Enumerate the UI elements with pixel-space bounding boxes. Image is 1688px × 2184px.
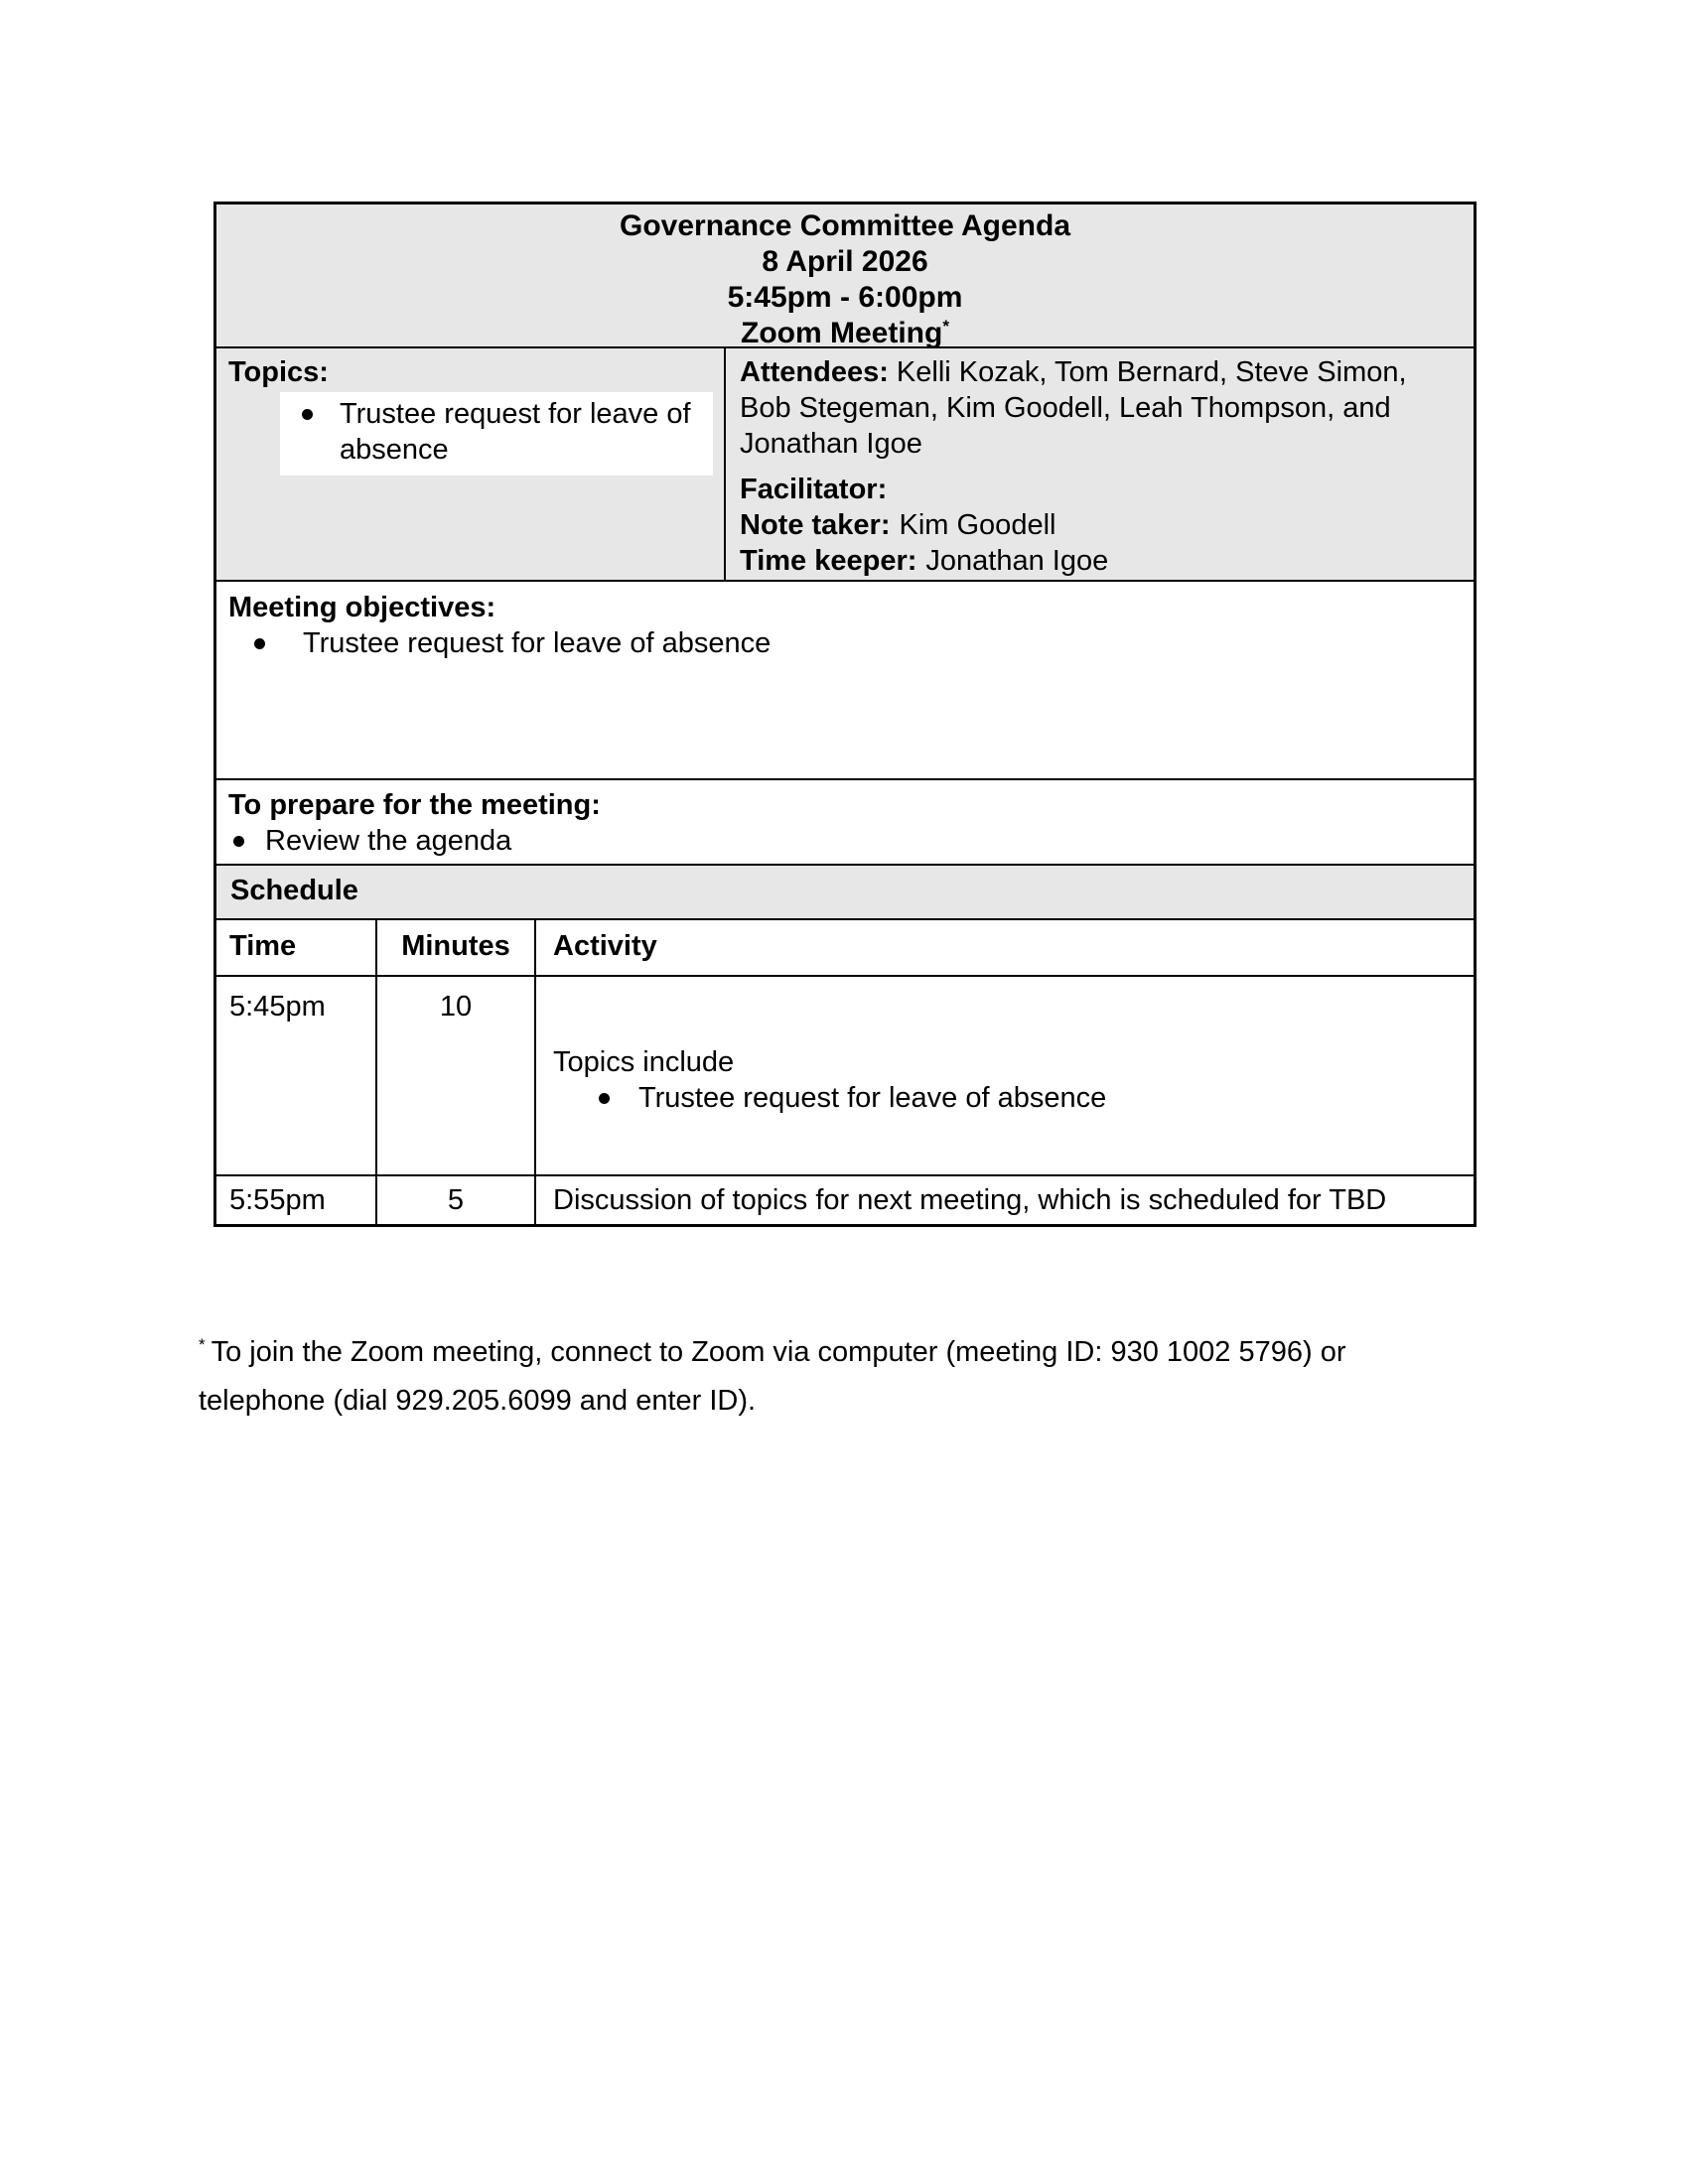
note-taker-line [740,507,1460,543]
attendees-names: Kelli Kozak, Tom Bernard, Steve Simon, Bob Stegeman, Kim Goodell, Leah Thompson, and Jonathan Igoe [740,356,1407,460]
time-keeper-name: Jonathan Igoe [925,545,1109,577]
attendees-line [740,354,1460,462]
preparation-label: To prepare for the meeting: [228,789,601,821]
schedule-section-label: Schedule [216,864,1474,918]
time-keeper-line [740,543,1460,579]
schedule-row1-activity [536,977,1474,1174]
zoom-footnote [199,1328,1430,1426]
schedule-row2-minutes: 5 [377,1176,536,1224]
schedule-header-row [216,918,1474,975]
agenda-table [213,202,1477,1227]
schedule-row1-minutes: 10 [377,977,536,1174]
footnote-marker: * [199,1335,206,1355]
objectives-row [216,580,1474,778]
topics-cell [216,348,726,580]
footnote-text: To join the Zoom meeting, connect to Zoom via computer (meeting ID: 930 1002 5796) or telephone (dial 929.205.6099 and enter ID). [199,1336,1346,1417]
bullet-icon [254,638,265,649]
topics-list-item [280,392,713,476]
attendees-label: Attendees: [740,356,889,388]
schedule-row1-time: 5:45pm [216,977,377,1174]
agenda-title: Governance Committee Agenda [620,209,1070,242]
note-taker-name: Kim Goodell [899,509,1056,541]
time-keeper-label: Time keeper: [740,545,917,577]
bullet-icon [599,1093,610,1104]
schedule-col-activity: Activity [553,930,657,962]
activity-item-text: Trustee request for leave of absence [638,1082,1107,1114]
facilitator-label: Facilitator: [740,474,888,505]
agenda-date: 8 April 2026 [762,245,928,278]
agenda-time-range: 5:45pm - 6:00pm [727,281,963,314]
objectives-label: Meeting objectives: [228,592,496,623]
agenda-location: Zoom Meeting* [741,317,949,349]
schedule-row2-activity: Discussion of topics for next meeting, which is scheduled for TBD [553,1184,1387,1216]
activity-list-item [599,1080,1464,1116]
bullet-icon [233,836,244,847]
attendees-cell [726,348,1474,580]
activity-intro-text: Topics include [553,1046,735,1078]
agenda-header [216,205,1474,349]
objectives-item-text: Trustee request for leave of absence [303,627,772,659]
schedule-col-minutes: Minutes [377,920,536,975]
bullet-icon [302,409,313,420]
objectives-list-item [254,625,1462,661]
topics-attendees-row [216,346,1474,580]
schedule-row-2 [216,1174,1474,1224]
preparation-list-item [233,823,1462,859]
facilitator-line [740,472,1460,507]
topics-label: Topics: [228,356,329,388]
note-taker-label: Note taker: [740,509,891,541]
schedule-col-time: Time [216,920,377,975]
schedule-row2-time: 5:55pm [216,1176,377,1224]
topics-item-text: Trustee request for leave of absence [340,398,691,466]
footnote-marker: * [942,317,949,336]
preparation-item-text: Review the agenda [265,825,512,857]
schedule-row-1 [216,975,1474,1174]
preparation-row [216,778,1474,864]
